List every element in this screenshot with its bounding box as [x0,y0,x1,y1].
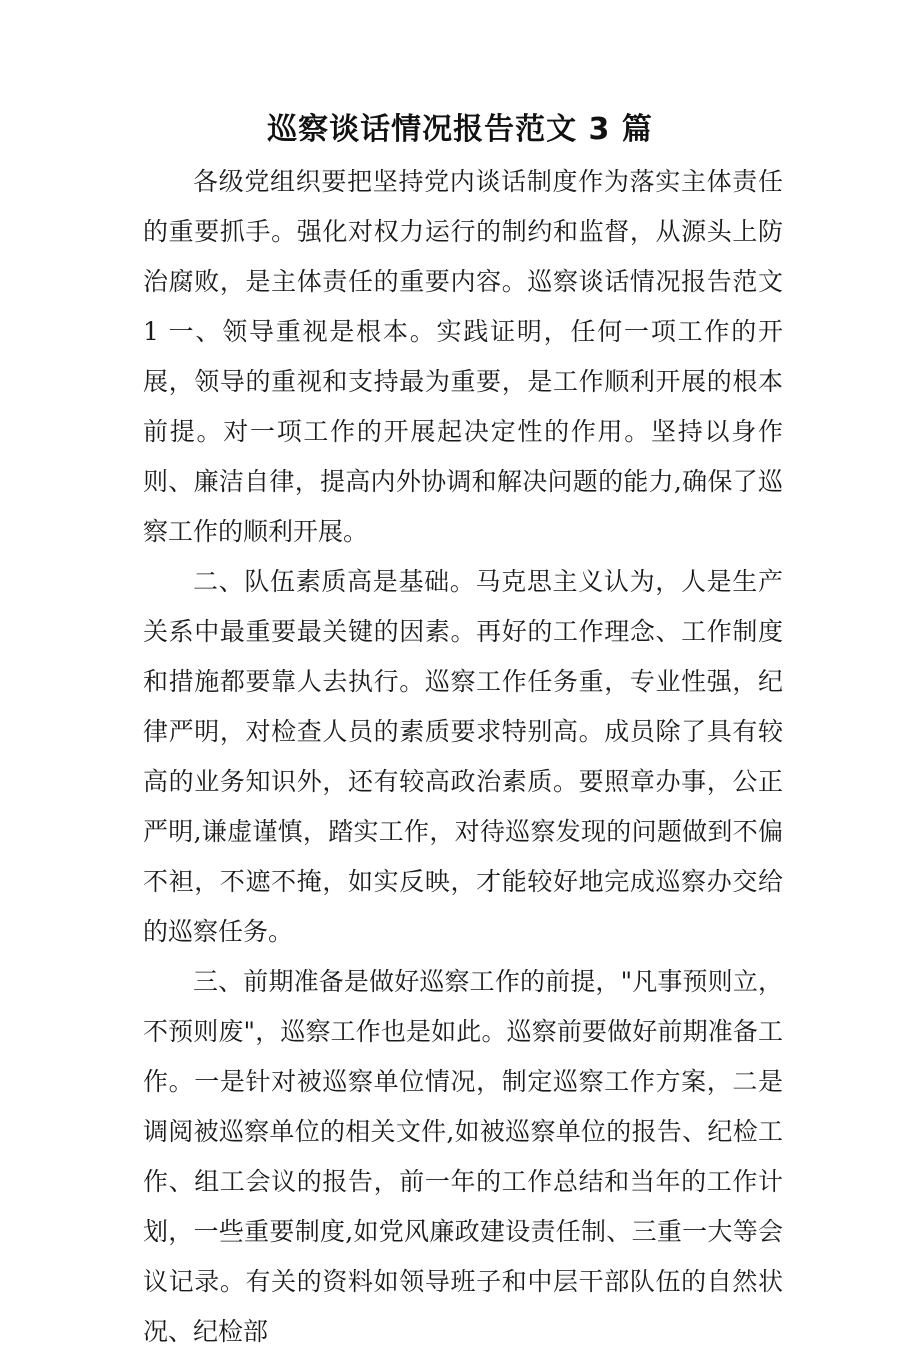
paragraph-3: 三、前期准备是做好巡察工作的前提，"凡事预则立，不预则废"，巡察工作也是如此。巡察前要做好前期准备工作。一是针对被巡察单位情况，制定巡察工作方案，二是调阅被巡察单位的相关文件,如被巡察单位的报告、纪检工作、组工会议的报告，前一年的工作总结和当年的工作计划，一些重要制度,如党风廉政建设责任制、三重一大等会议记录。有关的资料如领导班子和中层干部队伍的自然状况、纪检部 [143,967,783,1346]
paragraph-1: 各级党组织要把坚持党内谈话制度作为落实主体责任的重要抓手。强化对权力运行的制约和监督，从源头上防治腐败，是主体责任的重要内容。巡察谈话情况报告范文 1 一、领导重视是根本。实践证明，任何一项工作的开展，领导的重视和支持最为重要，是工作顺利开展的根本前提。对一项工作的开展起决定性的作用。坚持以身作则、廉洁自律，提高内外协调和解决问题的能力,确保了巡察工作的顺利开展。 [143,167,783,546]
paragraph-2: 二、队伍素质高是基础。马克思主义认为，人是生产关系中最重要最关键的因素。再好的工作理念、工作制度和措施都要靠人去执行。巡察工作任务重，专业性强，纪律严明，对检查人员的素质要求特别高。成员除了具有较高的业务知识外，还有较高政治素质。要照章办事，公正严明,谦虚谨慎，踏实工作，对待巡察发现的问题做到不偏不袒，不遮不掩，如实反映，才能较好地完成巡察办交给的巡察任务。 [143,567,783,946]
document-body [143,157,783,1357]
document-title: 巡察谈话情况报告范文 3 篇 [267,112,653,147]
